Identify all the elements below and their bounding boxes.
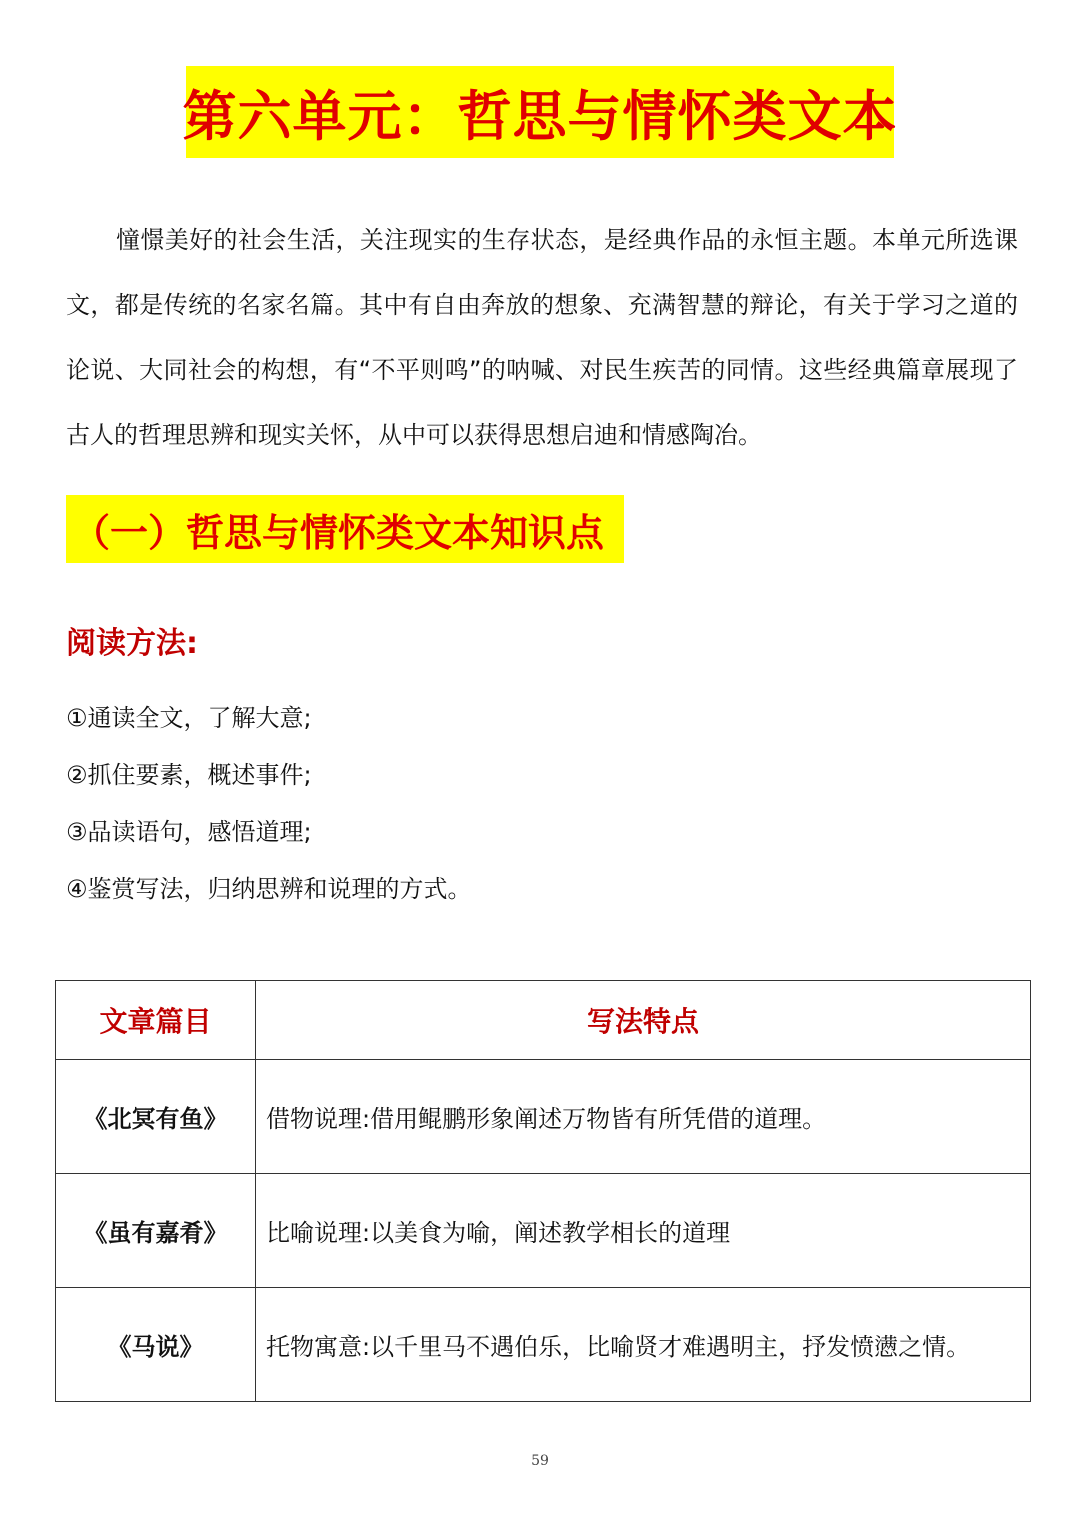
column-header-feature: 写法特点 xyxy=(256,981,1031,1060)
list-item: ④鉴赏写法，归纳思辨和说理的方式。 xyxy=(66,875,472,903)
page-number: 59 xyxy=(531,1453,549,1469)
reading-methods-list xyxy=(66,690,472,918)
reading-methods-heading: 阅读方法: xyxy=(66,626,198,661)
intro-paragraph: 憧憬美好的社会生活，关注现实的生存状态，是经典作品的永恒主题。本单元所选课文，都是传统的名家名篇。其中有自由奔放的想象、充满智慧的辩论，有关于学习之道的论说、大同社会的构想，有“不平则鸣”的呐喊、对民生疾苦的同情。这些经典篇章展现了古人的哲理思辨和现实关怀，从中可以获得思想启迪和情感陶冶。 xyxy=(66,226,1018,449)
column-header-title: 文章篇目 xyxy=(56,981,256,1060)
table-row xyxy=(56,1174,1031,1288)
section-title: （一）哲思与情怀类文本知识点 xyxy=(72,510,605,555)
writing-feature-cell: 托物寓意:以千里马不遇伯乐，比喻贤才难遇明主，抒发愤懑之情。 xyxy=(256,1288,1031,1402)
table-row xyxy=(56,1288,1031,1402)
list-item: ①通读全文，了解大意; xyxy=(66,704,312,732)
article-title-cell: 《北冥有鱼》 xyxy=(56,1060,256,1174)
writing-feature-cell: 比喻说理:以美食为喻，阐述教学相长的道理 xyxy=(256,1174,1031,1288)
table-row xyxy=(56,1060,1031,1174)
writing-features-table xyxy=(55,980,1031,1402)
section-highlight xyxy=(66,495,624,563)
title-highlight xyxy=(182,66,898,158)
list-item: ③品读语句，感悟道理; xyxy=(66,818,312,846)
article-title-cell: 《马说》 xyxy=(56,1288,256,1402)
page-title: 第六单元：哲思与情怀类文本 xyxy=(182,84,898,148)
table-header-row xyxy=(56,981,1031,1060)
article-title-cell: 《虽有嘉肴》 xyxy=(56,1174,256,1288)
list-item: ②抓住要素，概述事件; xyxy=(66,761,312,789)
writing-feature-cell: 借物说理:借用鲲鹏形象阐述万物皆有所凭借的道理。 xyxy=(256,1060,1031,1174)
